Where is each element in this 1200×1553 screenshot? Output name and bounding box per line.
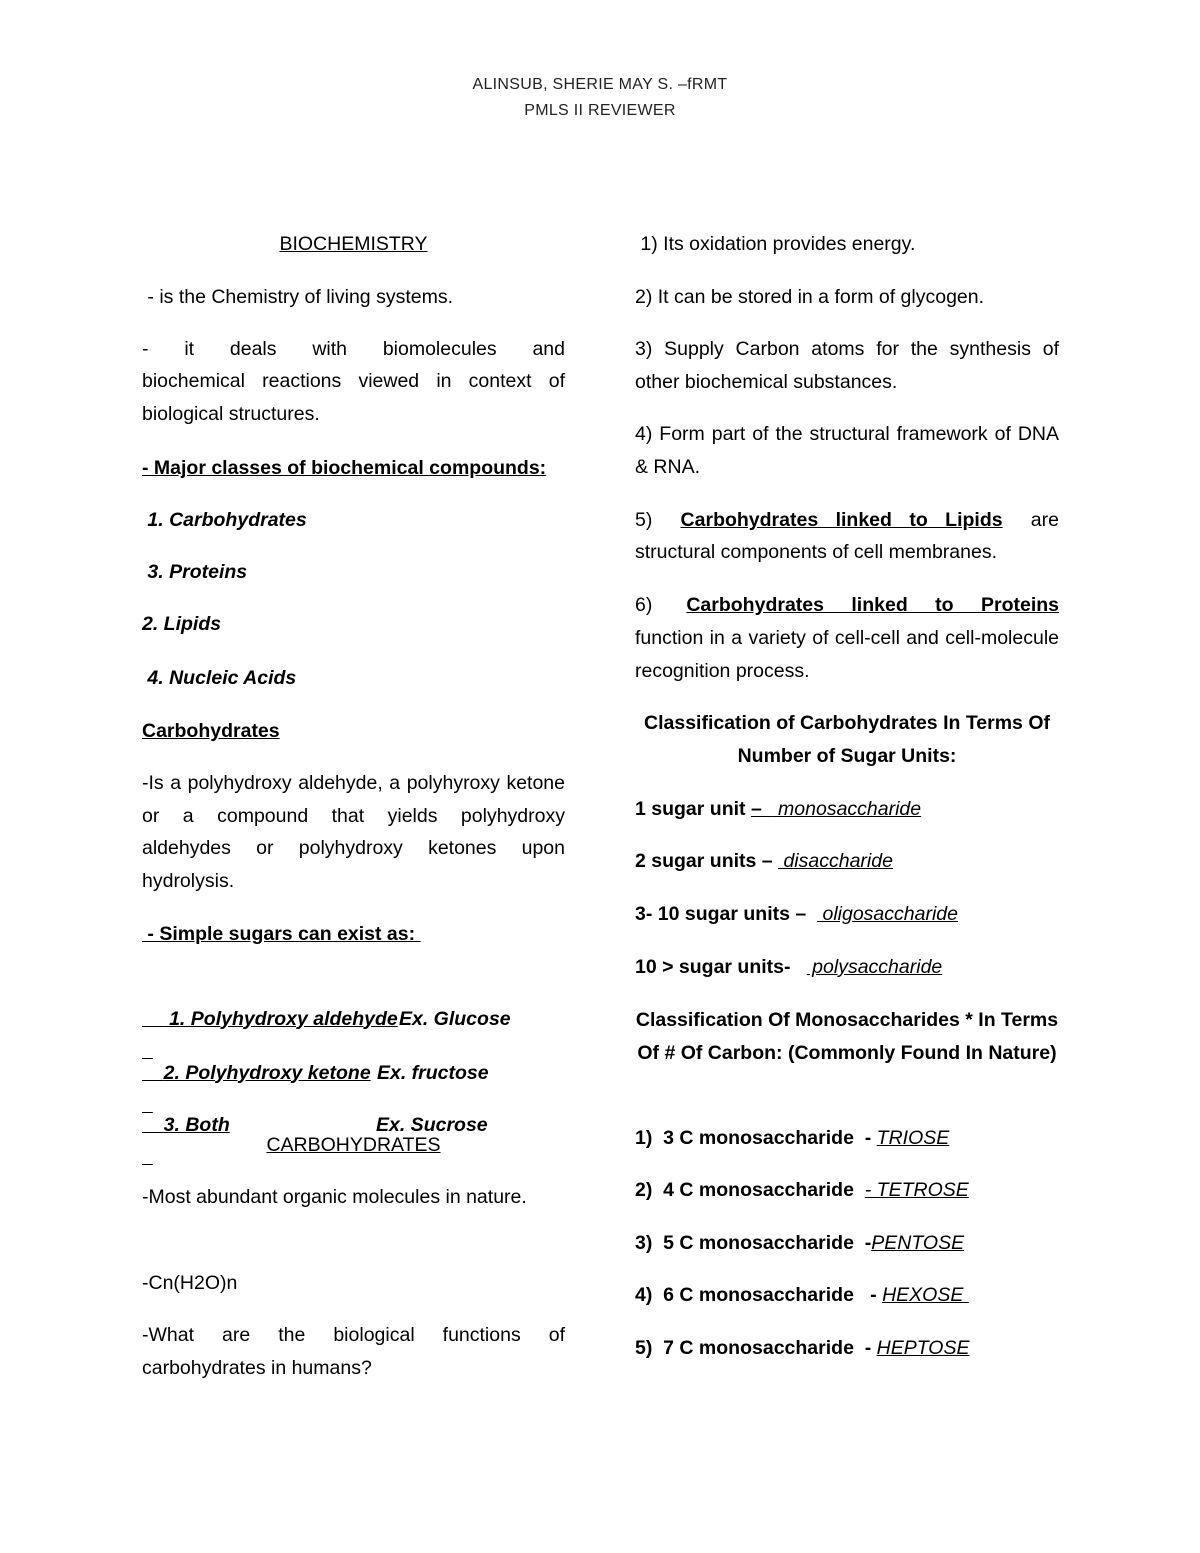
biochem-def-2-rest: biochemical reactions viewed in context of biological structures. bbox=[142, 370, 565, 425]
sugar-form-row: 2. Polyhydroxy ketone Ex. fructose bbox=[163, 1061, 489, 1084]
function-item: 4) Form part of the structural framework of DNA & RNA. bbox=[635, 423, 1059, 478]
function-item-6: 6) Carbohydrates linked to Proteins bbox=[635, 594, 1059, 616]
sugar-unit-row: 1 sugar unit – monosaccharide bbox=[635, 798, 922, 820]
right-column bbox=[635, 0, 1059, 1553]
function-item-5: 5) Carbohydrates linked to Lipids are bbox=[635, 509, 1059, 531]
class-item: 3. Proteins bbox=[142, 561, 248, 583]
monosaccharide-row: 2) 4 C monosaccharide - TETROSE bbox=[635, 1179, 969, 1201]
simple-sugars-heading: - Simple sugars can exist as: bbox=[142, 923, 421, 945]
sugar-form-row: 1. Polyhydroxy aldehyde Ex. Glucose bbox=[163, 1007, 511, 1030]
biochem-def-1: - is the Chemistry of living systems. bbox=[142, 286, 453, 308]
function-item-5-rest: structural components of cell membranes. bbox=[635, 541, 997, 563]
function-item: 3) Supply Carbon atoms for the synthesis of other biochemical substances. bbox=[635, 338, 1059, 393]
class-item: 1. Carbohydrates bbox=[142, 509, 307, 531]
function-item: 2) It can be stored in a form of glycogen. bbox=[635, 286, 985, 308]
monosaccharide-classification-title: Classification Of Monosaccharides * In Terms Of # Of Carbon: (Commonly Found In Nature) bbox=[635, 1009, 1059, 1064]
carbohydrates-definition: -Is a polyhydroxy aldehyde, a polyhyroxy ketone or a compound that yields polyhydroxy aldehydes or polyhydroxy ketones upon hydrolysis. bbox=[142, 772, 565, 892]
monosaccharide-row: 5) 7 C monosaccharide - HEPTOSE bbox=[635, 1337, 970, 1359]
header-author: ALINSUB, SHERIE MAY S. –fRMT bbox=[472, 76, 728, 93]
carbohydrates-heading: Carbohydrates bbox=[142, 720, 280, 742]
biochemistry-title: BIOCHEMISTRY bbox=[279, 233, 428, 255]
monosaccharide-row: 1) 3 C monosaccharide - TRIOSE bbox=[635, 1127, 950, 1149]
biochem-def-2-line1: - it deals with biomolecules and bbox=[142, 338, 565, 360]
function-item: 1) Its oxidation provides energy. bbox=[635, 233, 916, 255]
sugar-units-classification-title: Classification of Carbohydrates In Terms Of Number of Sugar Units: bbox=[644, 712, 1050, 767]
carbohydrates-caps-title: CARBOHYDRATES bbox=[266, 1134, 441, 1156]
class-item: 4. Nucleic Acids bbox=[142, 667, 297, 689]
sugar-form-row: 3. Both Ex. Sucrose bbox=[163, 1113, 488, 1136]
sugar-unit-row: 10 > sugar units- polysaccharide bbox=[635, 956, 943, 978]
abundant-text: -Most abundant organic molecules in nature. bbox=[142, 1186, 527, 1208]
monosaccharide-row: 4) 6 C monosaccharide - HEXOSE bbox=[635, 1284, 969, 1306]
class-item: 2. Lipids bbox=[142, 613, 222, 635]
sugar-unit-row: 2 sugar units – disaccharide bbox=[635, 850, 893, 872]
question-text: -What are the biological functions of carbohydrates in humans? bbox=[142, 1324, 565, 1379]
major-classes-heading: - Major classes of biochemical compounds: bbox=[142, 457, 547, 479]
header-subtitle: PMLS II REVIEWER bbox=[524, 102, 676, 119]
left-column bbox=[142, 0, 565, 1553]
function-item-6-rest: function in a variety of cell-cell and cell-molecule recognition process. bbox=[635, 627, 1059, 682]
sugar-unit-row: 3- 10 sugar units – oligosaccharide bbox=[635, 903, 958, 925]
monosaccharide-row: 3) 5 C monosaccharide -PENTOSE bbox=[635, 1232, 965, 1254]
formula-text: -Cn(H2O)n bbox=[142, 1272, 238, 1294]
